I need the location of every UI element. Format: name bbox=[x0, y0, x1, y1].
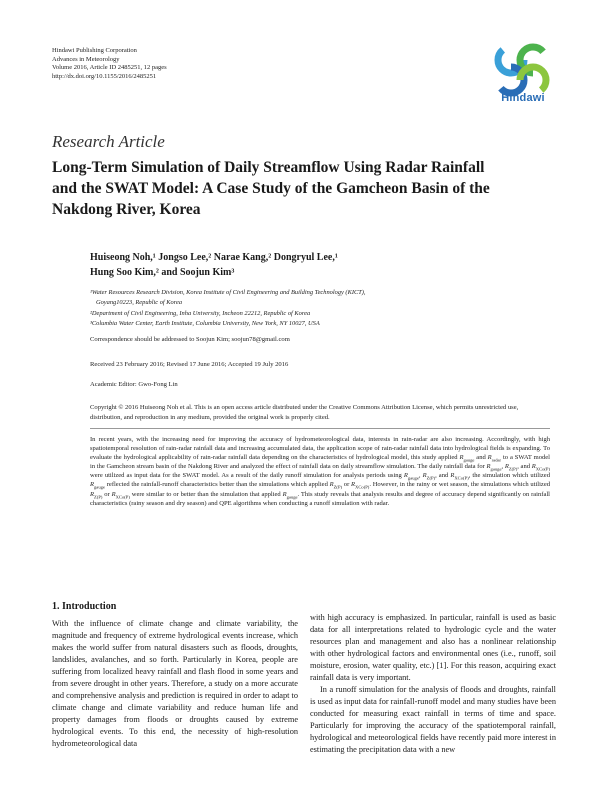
abstract-text: . This study reveals that analysis results and degree of accuracy depend significantly on rainfall characteristics (rainy season and dry season) and QPE algorithms when conducting a runoff simulation with radar. bbox=[90, 490, 550, 507]
symbol: R bbox=[90, 490, 94, 498]
article-type: Research Article bbox=[52, 132, 165, 151]
abstract-text: , bbox=[418, 472, 423, 480]
body-column-left bbox=[52, 618, 298, 750]
doi-link[interactable]: http://dx.doi.org/10.1155/2016/2485251 bbox=[52, 72, 157, 80]
affiliations bbox=[90, 288, 550, 330]
abstract-text: to a SWAT model in the Gamcheon stream basin of the Nakdong River and analyzed the effect of rainfall data on daily streamflow simulation. The daily rainfall data for bbox=[90, 454, 550, 471]
abstract-text: reflected the rainfall-runoff characteristics better than the simulations which applied bbox=[104, 481, 330, 489]
volume-info: Volume 2016, Article ID 2485251, 12 pages bbox=[52, 64, 167, 72]
subscript: gauge bbox=[94, 484, 105, 490]
symbol: R bbox=[487, 454, 492, 462]
paragraph: With the influence of climate change and climate variability, the magnitude and frequency of extreme hydrological events increase, which makes the world suffer from natural disasters such as floods, droughts, landslides, avalanches, and so forth. Particularly in Korea, people are suffering from localized heavy rainfall and flash flood in some years and from severe drought in other years. Therefore, a study on a more accurate and comprehensive analysis and prediction is required in order to adapt to climate change and climate variability and reduce human life and property damages from floods or droughts caused by extreme hydrological events. To this end, the necessity of high-resolution hydrometeorological data bbox=[52, 619, 298, 748]
symbol: R bbox=[422, 472, 427, 480]
subscript: Z(P) bbox=[426, 475, 436, 481]
symbol: R bbox=[282, 490, 287, 498]
subscript: Z(P) bbox=[94, 493, 103, 499]
affiliation-line: ³Columbia Water Center, Earth Institute, Columbia University, New York, NY 10027, USA bbox=[90, 320, 320, 328]
abstract-text: were utilized as input data for the SWAT model. As a result of the daily runoff simulation for analysis periods using bbox=[90, 472, 404, 480]
author-line: Hung Soo Kim,² and Soojun Kim³ bbox=[90, 267, 235, 278]
abstract-text: or bbox=[342, 481, 352, 489]
symbol: R bbox=[90, 481, 94, 489]
publisher-name: Hindawi Publishing Corporation bbox=[52, 47, 137, 54]
hindawi-logo-word: Hindawi bbox=[501, 92, 545, 104]
article-title: Long-Term Simulation of Daily Streamflow Using Radar Rainfall and the SWAT Model: A Case Study of the Gamcheon Basin of the Nakdong River, Korea bbox=[52, 159, 490, 218]
copyright-notice: Copyright © 2016 Huiseong Noh et al. This is an open access article distributed under the Creative Commons Attribution License, which permits unrestricted use, distribution, and reproduction in any medium, provided the original work is properly cited. bbox=[90, 404, 519, 421]
symbol: R bbox=[459, 454, 464, 462]
abstract-text: , and bbox=[435, 472, 451, 480]
academic-editor: Academic Editor: Gwo-Fong Lin bbox=[90, 381, 178, 388]
paragraph: with high accuracy is emphasized. In particular, rainfall is used as basic data for all interpretations related to hydrologic cycle and the water resources plan and management and also has a nonlinear relationship with other hydrological factors and environmental ones (i.e., runoff, soil moisture, erosion, water quality, etc.) [1]. For this reason, acquiring exact rainfall data is very important. bbox=[310, 613, 556, 682]
subscript: gauge bbox=[286, 493, 298, 499]
abstract-text: In recent years, with the increasing need for improving the accuracy of hydrometeorological data, interests in rain-radar are also increasing. Accordingly, with high spatiotemporal resolution of rain-radar rainfall data and increasing accumulated data, the application scope of rain-radar rainfall data into hydrological fields is expanding. To evaluate the hydrological applicability of rain-radar rainfall data depending on the characteristics of hydrological model, this study applied bbox=[90, 436, 550, 462]
affiliation-line: Goyang10223, Republic of Korea bbox=[96, 299, 183, 307]
correspondence: Correspondence should be addressed to Soojun Kim; soojun78@gmail.com bbox=[90, 336, 290, 343]
journal-name: Advances in Meteorology bbox=[52, 55, 120, 63]
journal-header bbox=[52, 47, 167, 81]
abstract-text: and bbox=[474, 454, 488, 462]
body-column-right bbox=[310, 612, 556, 756]
abstract-text: were similar to or better than the simulation that applied bbox=[129, 490, 283, 498]
paragraph: In a runoff simulation for the analysis of floods and droughts, rainfall is used as input data for rainfall-runoff model and many studies have been conducted for measuring exact rainfall in terms of time and space. Particularly for improving the accuracy of the spatiotemporal rainfall, hydrological and meteorological fields have recently paid more interest in estimating the precipitation data with a new bbox=[310, 685, 556, 754]
affiliation-line: ¹Water Resources Research Division, Korea Institute of Civil Engineering and Building Technology (KICT), bbox=[90, 289, 366, 296]
subscript: Z(P) bbox=[508, 466, 518, 472]
symbol: R bbox=[504, 463, 509, 471]
symbol: R bbox=[111, 490, 116, 498]
abstract-text: , bbox=[501, 463, 505, 471]
symbol: R bbox=[531, 463, 536, 471]
abstract-text: or bbox=[102, 490, 112, 498]
abstract-text: . However, in the rainy or wet season, the simulations which utilized bbox=[369, 481, 551, 489]
symbol: R bbox=[486, 463, 491, 471]
subscript: gauge bbox=[463, 457, 475, 463]
abstract bbox=[90, 435, 550, 508]
subscript: XCo(P) bbox=[535, 466, 550, 472]
divider bbox=[90, 428, 550, 429]
symbol: R bbox=[351, 481, 356, 489]
subscript: gauge bbox=[490, 466, 502, 472]
subscript: XCo(P) bbox=[115, 493, 130, 499]
author-list bbox=[90, 250, 510, 280]
publication-dates: Received 23 February 2016; Revised 17 June 2016; Accepted 19 July 2016 bbox=[90, 361, 289, 368]
subscript: Z(P) bbox=[333, 484, 343, 490]
author-line: Huiseong Noh,¹ Jongso Lee,² Narae Kang,² Dongryul Lee,¹ bbox=[90, 252, 338, 263]
symbol: R bbox=[403, 472, 408, 480]
abstract-text: , and bbox=[517, 463, 532, 471]
symbol: R bbox=[450, 472, 455, 480]
subscript: gauge bbox=[407, 475, 419, 481]
affiliation-line: ²Department of Civil Engineering, Inha University, Incheon 22212, Republic of Korea bbox=[90, 309, 311, 317]
subscript: XCo(P) bbox=[355, 484, 370, 490]
subscript: radar bbox=[491, 457, 502, 463]
section-heading: 1. Introduction bbox=[52, 601, 117, 612]
subscript: XCo(P) bbox=[454, 475, 469, 481]
symbol: R bbox=[329, 481, 334, 489]
abstract-text: , the simulation which utilized bbox=[468, 472, 550, 480]
